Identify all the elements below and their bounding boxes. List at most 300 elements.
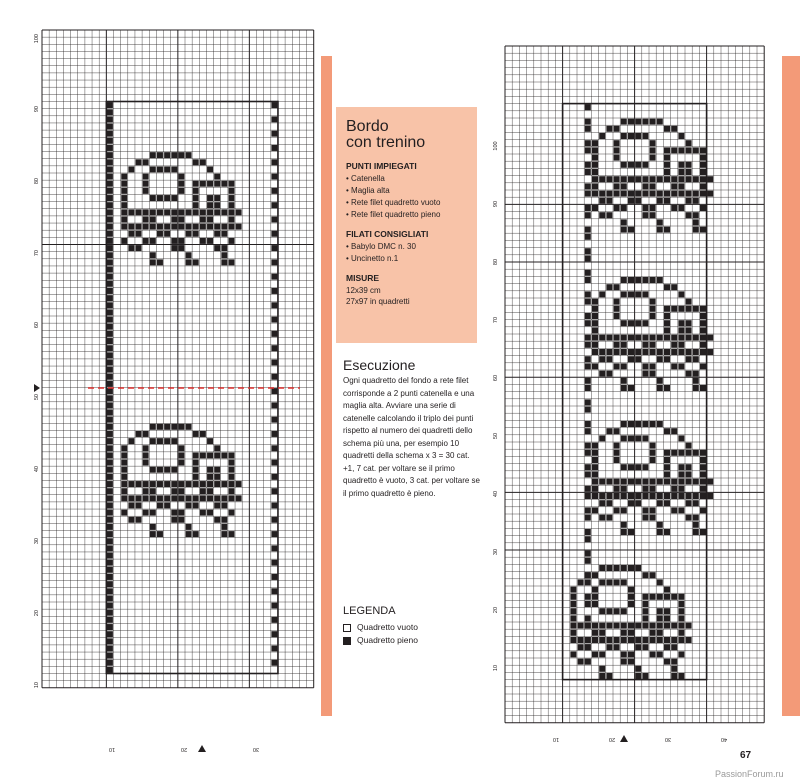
watermark: PassionForum.ru [715,769,784,779]
filled-square [614,637,620,643]
filled-square [585,507,591,513]
filled-square [178,245,184,251]
filled-square [700,479,706,485]
filled-square [121,495,127,501]
filled-square [107,588,113,594]
filled-square [121,202,127,208]
filled-square [621,565,627,571]
filled-square [107,503,113,509]
filled-square [628,587,634,593]
filled-square [686,356,692,362]
filled-square [700,162,706,168]
filled-square [664,464,670,470]
filled-square [650,572,656,578]
filled-square [193,188,199,194]
filled-square [107,252,113,258]
row-label: 80 [34,178,40,185]
filled-square [592,594,598,600]
filled-square [585,248,591,254]
filled-square [635,349,641,355]
row-label: 20 [493,606,499,614]
filled-square [107,553,113,559]
filled-square [628,349,634,355]
filled-square [678,651,684,657]
filled-square [621,176,627,182]
filled-square [592,162,598,168]
filled-square [150,524,156,530]
filled-square [592,457,598,463]
filled-square [229,217,235,223]
filled-square [164,467,170,473]
filled-square [171,217,177,223]
info-panel [336,107,477,343]
filled-square [664,500,670,506]
filled-square [628,565,634,571]
filled-square [585,579,591,585]
filled-square [128,495,134,501]
filled-square [570,630,576,636]
filled-square [686,371,692,377]
filled-square [207,224,213,230]
filled-square [671,428,677,434]
filled-square [107,202,113,208]
filled-square [107,517,113,523]
filled-square [592,169,598,175]
filled-square [171,438,177,444]
filled-square [578,623,584,629]
filled-square [606,623,612,629]
filled-square [578,637,584,643]
filled-square [628,385,634,391]
filled-square [128,209,134,215]
filled-square [150,531,156,537]
filled-square [671,644,677,650]
filled-square [671,659,677,665]
col-marker-arrow [198,745,206,752]
filled-square [128,245,134,251]
filled-square [592,486,598,492]
filled-square [157,224,163,230]
filled-square [650,371,656,377]
filled-square [707,335,713,341]
filled-square [621,579,627,585]
filled-square [693,219,699,225]
filled-square [650,299,656,305]
filled-square [107,388,113,394]
filled-square [178,181,184,187]
filled-square [700,191,706,197]
filled-square [678,320,684,326]
filled-square [171,195,177,201]
filled-square [171,166,177,172]
filled-square [107,667,113,673]
stitch-item: • Catenella [346,173,467,185]
filled-square [671,183,677,189]
filled-square [178,238,184,244]
filled-square [686,479,692,485]
filled-square [642,464,648,470]
filled-square [193,259,199,265]
filled-square [678,464,684,470]
filled-square [664,385,670,391]
filled-square [107,131,113,137]
filled-square [585,313,591,319]
filled-square [606,673,612,679]
filled-square [650,191,656,197]
filled-square [614,363,620,369]
filled-square [657,637,663,643]
filled-square [642,363,648,369]
filled-square [693,479,699,485]
filled-square [107,653,113,659]
filled-square [186,252,192,258]
filled-square [628,594,634,600]
filled-square [128,224,134,230]
filled-square [585,299,591,305]
filled-square [214,467,220,473]
filled-square [585,450,591,456]
filled-square [664,457,670,463]
filled-square [592,205,598,211]
filled-square [614,191,620,197]
filled-square [700,529,706,535]
filled-square [664,191,670,197]
filled-square [150,259,156,265]
filled-square [107,195,113,201]
filled-square [271,545,277,551]
filled-square [606,515,612,521]
filled-square [686,493,692,499]
filled-square [164,503,170,509]
filled-square [614,299,620,305]
filled-square [642,493,648,499]
filled-square [143,209,149,215]
filled-square [642,435,648,441]
filled-square [606,371,612,377]
filled-square [585,212,591,218]
col-marker-arrow [620,735,628,742]
filled-square [664,529,670,535]
filled-square [642,673,648,679]
filled-square [599,579,605,585]
filled-square [657,608,663,614]
filled-square [678,479,684,485]
filled-square [271,517,277,523]
filled-square [171,481,177,487]
filled-square [236,481,242,487]
filled-square [143,224,149,230]
filled-square [650,349,656,355]
filled-square [592,191,598,197]
filled-square [664,594,670,600]
filled-square [107,217,113,223]
filled-square [121,460,127,466]
filled-square [700,155,706,161]
row-label: 50 [493,432,499,440]
filled-square [678,601,684,607]
filled-square [693,450,699,456]
filled-square [229,259,235,265]
filled-square [207,495,213,501]
filled-square [657,421,663,427]
stitch-item: • Maglia alta [346,185,467,197]
filled-square [578,579,584,585]
filled-square [585,183,591,189]
filled-square [700,227,706,233]
filled-square [621,493,627,499]
filled-square [621,291,627,297]
filled-square [635,623,641,629]
filled-square [143,188,149,194]
filled-square [693,335,699,341]
filled-square [107,324,113,330]
filled-square [271,460,277,466]
filled-square [628,493,634,499]
filled-square [614,428,620,434]
filled-square [657,191,663,197]
filled-square [107,302,113,308]
filled-square [592,342,598,348]
filled-square [700,176,706,182]
stitch-item: • Rete filet quadretto pieno [346,209,467,221]
filled-square [186,503,192,509]
filled-square [585,335,591,341]
filled-square [635,277,641,283]
filled-square [700,306,706,312]
filled-square [107,402,113,408]
filled-square [678,306,684,312]
filled-square [107,238,113,244]
filled-square [585,356,591,362]
filled-square [178,217,184,223]
filled-square [664,227,670,233]
filled-square [107,488,113,494]
filled-square [686,320,692,326]
filled-square [592,183,598,189]
filled-square [621,522,627,528]
filled-square [107,603,113,609]
filled-square [700,169,706,175]
filled-square [650,450,656,456]
filled-square [606,479,612,485]
filled-square [686,450,692,456]
filled-square [614,140,620,146]
filled-square [592,443,598,449]
filled-square [107,610,113,616]
filled-square [635,133,641,139]
row-label: 10 [493,664,499,672]
filled-square [642,191,648,197]
filled-square [671,342,677,348]
filled-square [585,270,591,276]
filled-square [700,457,706,463]
filled-square [614,565,620,571]
filled-square [193,224,199,230]
filled-square [178,209,184,215]
filled-square [686,443,692,449]
filled-square [707,176,713,182]
filled-square [221,517,227,523]
filled-square [599,515,605,521]
filled-square [664,608,670,614]
filled-square [128,503,134,509]
filled-square [186,231,192,237]
filled-square [585,385,591,391]
filled-square [686,191,692,197]
filled-square [178,424,184,430]
filled-square [686,471,692,477]
filled-square [585,594,591,600]
filled-square [193,474,199,480]
filled-square [157,166,163,172]
filled-square [678,342,684,348]
filled-square [664,637,670,643]
filled-square [128,438,134,444]
filled-square [686,500,692,506]
filled-square [193,209,199,215]
filled-square [657,219,663,225]
filled-square [664,313,670,319]
filled-square [592,147,598,153]
filled-square [121,174,127,180]
filled-square [221,259,227,265]
filled-square [657,277,663,283]
filled-square [621,608,627,614]
row-label: 60 [34,322,40,329]
filled-square [207,452,213,458]
filled-square [570,651,576,657]
filled-square [271,574,277,580]
filled-square [657,335,663,341]
filled-square [200,159,206,165]
filled-square [171,495,177,501]
filled-square [664,479,670,485]
filled-square [700,464,706,470]
filled-square [664,644,670,650]
filled-square [628,320,634,326]
filled-square [271,188,277,194]
filled-square [621,191,627,197]
filled-square [585,227,591,233]
filled-square [271,302,277,308]
filled-square [107,395,113,401]
filled-square [614,608,620,614]
filled-square [107,259,113,265]
filled-square [214,224,220,230]
filled-square [271,631,277,637]
filled-square [214,202,220,208]
filled-square [671,673,677,679]
filled-square [671,205,677,211]
filled-square [585,169,591,175]
filled-square [585,464,591,470]
filled-square [107,660,113,666]
filled-square [150,238,156,244]
filled-square [621,342,627,348]
filled-square [650,147,656,153]
filled-square [693,306,699,312]
row-label: 60 [493,374,499,382]
filled-square [628,435,634,441]
filled-square [700,183,706,189]
legend-title: LEGENDA [343,605,396,617]
filled-square [664,126,670,132]
filled-square [271,102,277,108]
filled-square [207,474,213,480]
filled-square [635,500,641,506]
filled-square [271,231,277,237]
filled-square [664,659,670,665]
filled-square [621,623,627,629]
filled-square [606,493,612,499]
filled-square [107,116,113,122]
filled-square [693,529,699,535]
filled-square [650,486,656,492]
filled-square [200,181,206,187]
filled-square [657,385,663,391]
filled-square [599,651,605,657]
filled-square [700,327,706,333]
filled-square [635,435,641,441]
filled-square [614,443,620,449]
filled-square [229,188,235,194]
filled-square [186,531,192,537]
filled-square [592,450,598,456]
filled-square [221,181,227,187]
filled-square [107,438,113,444]
filled-square [686,464,692,470]
filled-square [671,306,677,312]
filled-square [664,587,670,593]
filled-square [207,510,213,516]
filled-square [700,342,706,348]
filled-square [570,587,576,593]
filled-square [642,608,648,614]
filled-square [650,637,656,643]
filled-square [635,356,641,362]
filled-square [678,349,684,355]
filled-square [229,224,235,230]
filled-square [628,421,634,427]
filled-square [107,295,113,301]
filled-square [193,452,199,458]
filled-square [599,637,605,643]
filled-square [143,431,149,437]
filled-square [107,410,113,416]
filled-square [271,288,277,294]
filled-square [221,495,227,501]
filled-square [271,617,277,623]
filled-square [214,503,220,509]
filled-square [686,147,692,153]
filled-square [585,342,591,348]
filled-square [599,371,605,377]
filled-square [614,306,620,312]
filled-square [686,140,692,146]
filled-square [650,493,656,499]
filled-square [686,162,692,168]
filled-square [635,162,641,168]
col-label: 10 [552,736,560,742]
filled-square [157,152,163,158]
filled-square [650,119,656,125]
filled-square [657,227,663,233]
filled-square [207,217,213,223]
filled-square [678,493,684,499]
filled-square [657,529,663,535]
filled-square [700,147,706,153]
filled-square [693,500,699,506]
